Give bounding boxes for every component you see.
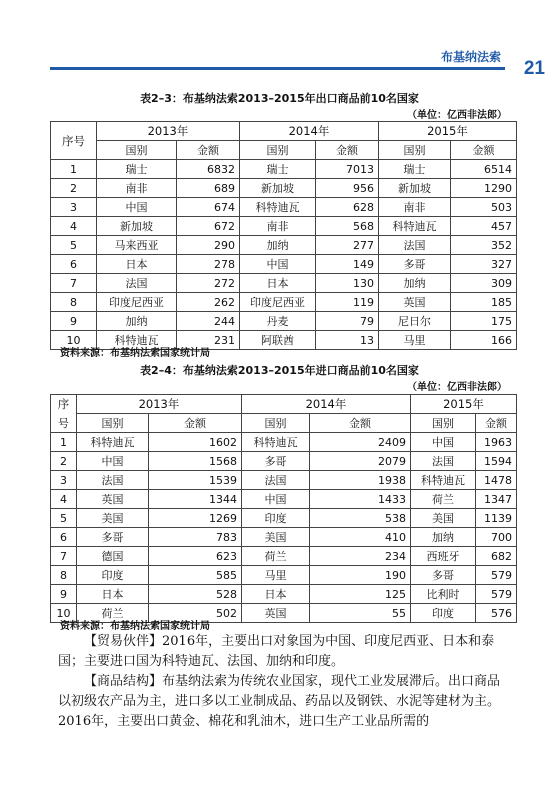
country-cell: 日本 [242, 585, 310, 604]
amount-cell: 628 [316, 198, 379, 217]
country-cell: 荷兰 [242, 547, 310, 566]
amount-cell: 1347 [476, 490, 517, 509]
table2-source: 资料来源：布基纳法索国家统计局 [60, 621, 210, 632]
country-cell: 加纳 [379, 274, 451, 293]
country-cell: 英国 [379, 293, 451, 312]
amount-cell: 457 [451, 217, 517, 236]
amount-cell: 623 [149, 547, 242, 566]
country-cell: 丹麦 [240, 312, 316, 331]
amount-cell: 1344 [149, 490, 242, 509]
table-row [51, 179, 517, 198]
table1-source: 资料来源：布基纳法索国家统计局 [60, 348, 210, 359]
amount-cell: 244 [177, 312, 240, 331]
amount-cell: 277 [316, 236, 379, 255]
rank-cell: 6 [51, 255, 97, 274]
country-cell: 印度尼西亚 [97, 293, 177, 312]
amount-cell: 956 [316, 179, 379, 198]
amount-cell: 410 [310, 528, 411, 547]
amount-cell: 700 [476, 528, 517, 547]
table-row [51, 217, 517, 236]
amount-cell: 55 [310, 604, 411, 623]
amount-cell: 1938 [310, 471, 411, 490]
amount-cell: 6832 [177, 160, 240, 179]
amount-cell: 234 [310, 547, 411, 566]
amount-cell: 2409 [310, 433, 411, 452]
amount-cell: 689 [177, 179, 240, 198]
country-cell: 新加坡 [240, 179, 316, 198]
paragraph-trade-partners: 【贸易伙伴】2016年，主要出口对象国为中国、印度尼西亚、日本和泰国；主要进口国为科特迪瓦、法国、加纳和印度。 [58, 634, 495, 669]
country-cell: 日本 [97, 255, 177, 274]
amount-cell: 1139 [476, 509, 517, 528]
country-header: 国别 [77, 414, 149, 433]
amount-cell: 6514 [451, 160, 517, 179]
amount-cell: 579 [476, 566, 517, 585]
paragraph-commodity-structure: 【商品结构】布基纳法索为传统农业国家，现代工业发展滞后。出口商品以初级农产品为主，进口多以工业制成品、药品以及钢铁、水泥等建材为主。2016年，主要出口黄金、棉花和乳油木，进口生产工业品所需的 [58, 674, 501, 729]
rank-cell: 5 [51, 236, 97, 255]
amount-cell: 309 [451, 274, 517, 293]
country-cell: 法国 [77, 471, 149, 490]
table-row [51, 312, 517, 331]
amount-cell: 528 [149, 585, 242, 604]
country-cell: 多哥 [379, 255, 451, 274]
rank-cell: 1 [51, 160, 97, 179]
table-row [51, 490, 517, 509]
amount-cell: 1568 [149, 452, 242, 471]
country-cell: 多哥 [77, 528, 149, 547]
export-table [50, 121, 517, 350]
amount-cell: 262 [177, 293, 240, 312]
country-cell: 法国 [411, 452, 476, 471]
country-cell: 尼日尔 [379, 312, 451, 331]
table1-unit: （单位：亿西非法郎） [407, 110, 507, 121]
amount-cell: 585 [149, 566, 242, 585]
amount-header: 金额 [316, 141, 379, 160]
amount-header: 金额 [451, 141, 517, 160]
table-row [51, 433, 517, 452]
amount-cell: 7013 [316, 160, 379, 179]
seq-header-top: 序 [51, 395, 77, 414]
country-cell: 印度 [411, 604, 476, 623]
table-row [51, 255, 517, 274]
year-header: 2013年 [97, 122, 240, 141]
year-header: 2014年 [242, 395, 411, 414]
amount-cell: 503 [451, 198, 517, 217]
amount-cell: 185 [451, 293, 517, 312]
amount-cell: 1594 [476, 452, 517, 471]
amount-cell: 672 [177, 217, 240, 236]
amount-cell: 231 [177, 331, 240, 350]
country-cell: 瑞士 [240, 160, 316, 179]
amount-cell: 278 [177, 255, 240, 274]
country-cell: 加纳 [97, 312, 177, 331]
country-cell: 科特迪瓦 [411, 471, 476, 490]
header-rule [50, 67, 505, 70]
amount-cell: 175 [451, 312, 517, 331]
country-header: 国别 [240, 141, 316, 160]
seq-header: 序号 [51, 122, 97, 160]
country-cell: 加纳 [240, 236, 316, 255]
country-cell: 阿联酋 [240, 331, 316, 350]
amount-cell: 149 [316, 255, 379, 274]
table-row [51, 452, 517, 471]
country-cell: 南非 [379, 198, 451, 217]
amount-cell: 327 [451, 255, 517, 274]
amount-cell: 1963 [476, 433, 517, 452]
country-cell: 西班牙 [411, 547, 476, 566]
amount-cell: 79 [316, 312, 379, 331]
country-cell: 科特迪瓦 [97, 331, 177, 350]
amount-cell: 1478 [476, 471, 517, 490]
amount-cell: 130 [316, 274, 379, 293]
country-cell: 瑞士 [379, 160, 451, 179]
table2-unit: （单位：亿西非法郎） [407, 382, 507, 393]
amount-cell: 783 [149, 528, 242, 547]
page-number: 21 [523, 58, 545, 79]
table-row [51, 585, 517, 604]
table-row [51, 471, 517, 490]
amount-cell: 568 [316, 217, 379, 236]
table-row [51, 293, 517, 312]
country-cell: 日本 [240, 274, 316, 293]
country-cell: 美国 [411, 509, 476, 528]
country-cell: 法国 [242, 471, 310, 490]
amount-cell: 579 [476, 585, 517, 604]
amount-cell: 119 [316, 293, 379, 312]
table-row [51, 566, 517, 585]
rank-cell: 9 [51, 585, 77, 604]
country-cell: 中国 [97, 198, 177, 217]
country-cell: 科特迪瓦 [77, 433, 149, 452]
year-header: 2015年 [379, 122, 517, 141]
body-text [58, 632, 508, 732]
amount-cell: 538 [310, 509, 411, 528]
table-row [51, 274, 517, 293]
rank-cell: 2 [51, 179, 97, 198]
table2-caption: 表2–4：布基纳法索2013–2015年进口商品前10名国家 [140, 364, 419, 377]
rank-cell: 5 [51, 509, 77, 528]
amount-cell: 576 [476, 604, 517, 623]
amount-cell: 190 [310, 566, 411, 585]
country-cell: 中国 [411, 433, 476, 452]
country-cell: 新加坡 [97, 217, 177, 236]
amount-cell: 352 [451, 236, 517, 255]
rank-cell: 2 [51, 452, 77, 471]
country-cell: 科特迪瓦 [379, 217, 451, 236]
rank-cell: 3 [51, 198, 97, 217]
rank-cell: 7 [51, 274, 97, 293]
amount-cell: 166 [451, 331, 517, 350]
rank-cell: 10 [51, 331, 97, 350]
table-row [51, 160, 517, 179]
country-cell: 日本 [77, 585, 149, 604]
amount-cell: 1539 [149, 471, 242, 490]
amount-cell: 1269 [149, 509, 242, 528]
table-row [51, 528, 517, 547]
amount-header: 金额 [476, 414, 517, 433]
table1-caption: 表2–3：布基纳法索2013–2015年出口商品前10名国家 [140, 92, 419, 105]
country-header: 国别 [411, 414, 476, 433]
country-cell: 英国 [77, 490, 149, 509]
country-cell: 荷兰 [77, 604, 149, 623]
country-cell: 新加坡 [379, 179, 451, 198]
country-cell: 马里 [242, 566, 310, 585]
country-cell: 印度尼西亚 [240, 293, 316, 312]
country-cell: 法国 [379, 236, 451, 255]
amount-cell: 682 [476, 547, 517, 566]
rank-cell: 8 [51, 566, 77, 585]
year-header: 2015年 [411, 395, 517, 414]
amount-header: 金额 [177, 141, 240, 160]
table-row [51, 236, 517, 255]
country-cell: 南非 [240, 217, 316, 236]
year-header: 2014年 [240, 122, 379, 141]
amount-cell: 272 [177, 274, 240, 293]
seq-header-bottom: 号 [51, 414, 77, 433]
country-cell: 南非 [97, 179, 177, 198]
country-cell: 瑞士 [97, 160, 177, 179]
rank-cell: 7 [51, 547, 77, 566]
country-cell: 美国 [77, 509, 149, 528]
country-header: 国别 [97, 141, 177, 160]
country-cell: 科特迪瓦 [242, 433, 310, 452]
country-cell: 荷兰 [411, 490, 476, 509]
country-cell: 中国 [240, 255, 316, 274]
country-header: 国别 [242, 414, 310, 433]
country-cell: 美国 [242, 528, 310, 547]
amount-cell: 13 [316, 331, 379, 350]
rank-cell: 3 [51, 471, 77, 490]
country-cell: 比利时 [411, 585, 476, 604]
import-table [50, 394, 517, 623]
country-cell: 中国 [77, 452, 149, 471]
rank-cell: 8 [51, 293, 97, 312]
country-cell: 中国 [242, 490, 310, 509]
country-cell: 印度 [77, 566, 149, 585]
rank-cell: 1 [51, 433, 77, 452]
amount-cell: 125 [310, 585, 411, 604]
rank-cell: 6 [51, 528, 77, 547]
amount-cell: 502 [149, 604, 242, 623]
amount-cell: 1602 [149, 433, 242, 452]
amount-cell: 1433 [310, 490, 411, 509]
amount-cell: 2079 [310, 452, 411, 471]
table-row [51, 547, 517, 566]
running-header-title: 布基纳法索 [440, 50, 501, 64]
table-row [51, 198, 517, 217]
amount-header: 金额 [149, 414, 242, 433]
country-cell: 德国 [77, 547, 149, 566]
rank-cell: 10 [51, 604, 77, 623]
country-cell: 马来西亚 [97, 236, 177, 255]
country-cell: 英国 [242, 604, 310, 623]
rank-cell: 9 [51, 312, 97, 331]
country-cell: 加纳 [411, 528, 476, 547]
country-cell: 多哥 [242, 452, 310, 471]
country-header: 国别 [379, 141, 451, 160]
amount-cell: 290 [177, 236, 240, 255]
amount-cell: 1290 [451, 179, 517, 198]
country-cell: 马里 [379, 331, 451, 350]
table-row [51, 509, 517, 528]
rank-cell: 4 [51, 217, 97, 236]
year-header: 2013年 [77, 395, 242, 414]
country-cell: 法国 [97, 274, 177, 293]
country-cell: 多哥 [411, 566, 476, 585]
country-cell: 科特迪瓦 [240, 198, 316, 217]
rank-cell: 4 [51, 490, 77, 509]
amount-header: 金额 [310, 414, 411, 433]
amount-cell: 674 [177, 198, 240, 217]
country-cell: 印度 [242, 509, 310, 528]
